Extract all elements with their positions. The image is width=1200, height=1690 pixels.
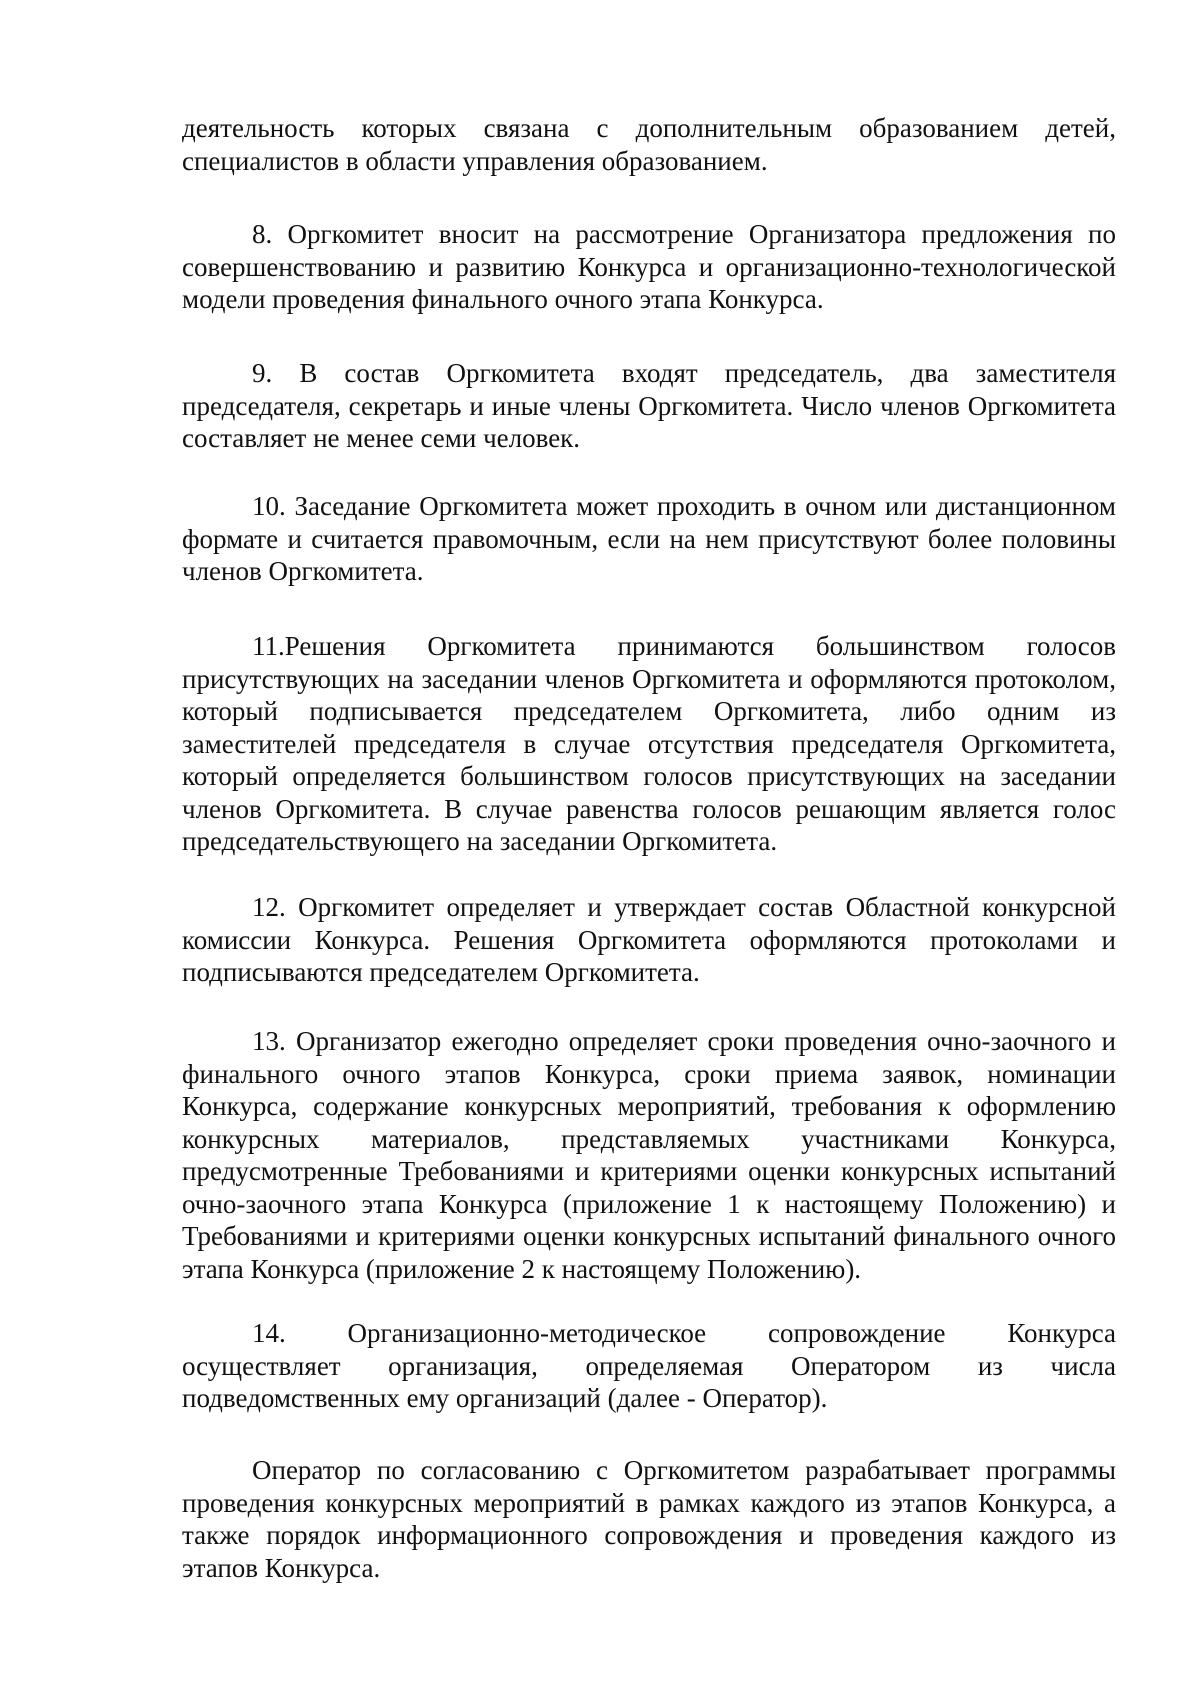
paragraph-item-10: 10. Заседание Оргкомитета может проходить в очном или дистанционном формате и считается правомочным, если на нем присутствуют более половины членов Оргкомитета. [182, 491, 1116, 586]
paragraph-item-13: 13. Организатор ежегодно определяет сроки проведения очно-заочного и финального очного этапов Конкурса, сроки приема заявок, номинации Конкурса, содержание конкурсных мероприятий, требования к оформлению конкурсных материалов, представляемых участниками Конкурса, предусмотренные Требованиями и критериями оценки конкурсных испытаний очно-заочного этапа Конкурса (приложение 1 к настоящему Положению) и Требованиями и критериями оценки конкурсных испытаний финального очного этапа Конкурса (приложение 2 к настоящему Положению). [182, 1026, 1116, 1284]
paragraph-operator: Оператор по согласованию с Оргкомитетом разрабатывает программы проведения конкурсных мероприятий в рамках каждого из этапов Конкурса, а также порядок информационного сопровождения и проведения каждого из этапов Конкурса. [182, 1455, 1116, 1583]
paragraph-continuation: деятельность которых связана с дополнительным образованием детей, специалистов в области управления образованием. [182, 113, 1116, 176]
paragraph-item-9: 9. В состав Оргкомитета входят председатель, два заместителя председателя, секретарь и иные члены Оргкомитета. Число членов Оргкомитета составляет не менее семи человек. [182, 358, 1116, 453]
paragraph-item-8: 8. Оргкомитет вносит на рассмотрение Организатора предложения по совершенствованию и развитию Конкурса и организационно-технологической модели проведения финального очного этапа Конкурса. [182, 219, 1116, 314]
paragraph-item-12: 12. Оргкомитет определяет и утверждает состав Областной конкурсной комиссии Конкурса. Решения Оргкомитета оформляются протоколами и подписываются председателем Оргкомитета. [182, 892, 1116, 987]
paragraph-item-11: 11.Решения Оргкомитета принимаются большинством голосов присутствующих на заседании членов Оргкомитета и оформляются протоколом, который подписывается председателем Оргкомитета, либо одним из заместителей председателя в случае отсутствия председателя Оргкомитета, который определяется большинством голосов присутствующих на заседании членов Оргкомитета. В случае равенства голосов решающим является голос председательствующего на заседании Оргкомитета. [182, 631, 1116, 856]
paragraph-item-14: 14. Организационно-методическое сопровождение Конкурса осуществляет организация, определяемая Оператором из числа подведомственных ему организаций (далее - Оператор). [182, 1318, 1116, 1413]
